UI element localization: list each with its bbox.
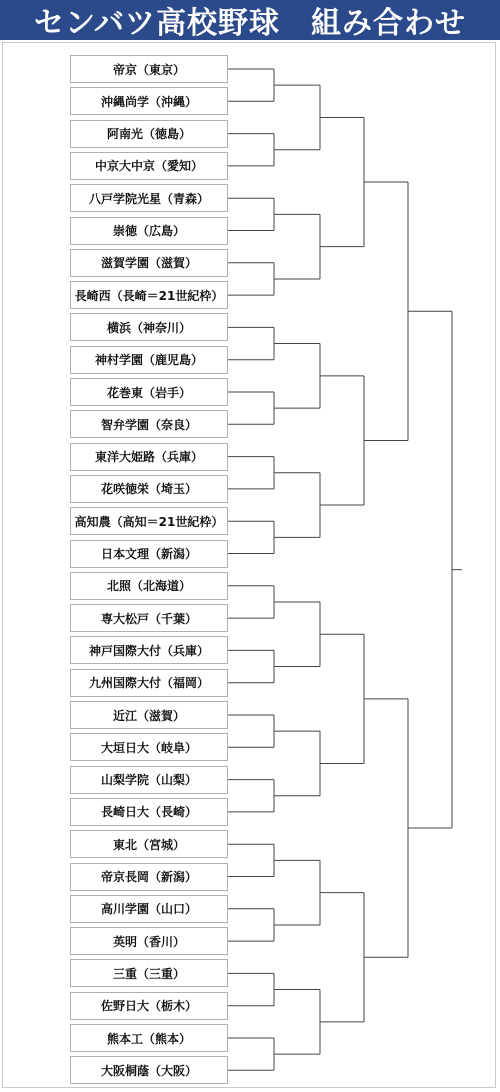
team-slot: 佐野日大（栃木） <box>70 992 228 1020</box>
team-slot: 高川学園（山口） <box>70 895 228 923</box>
team-slot: 中京大中京（愛知） <box>70 152 228 180</box>
team-slot: 高知農（高知＝21世紀枠） <box>70 507 228 535</box>
team-slot: 専大松戸（千葉） <box>70 604 228 632</box>
team-slot: 横浜（神奈川） <box>70 313 228 341</box>
team-slot: 東北（宮城） <box>70 830 228 858</box>
team-slot: 長崎日大（長崎） <box>70 798 228 826</box>
team-slot: 花咲徳栄（埼玉） <box>70 475 228 503</box>
team-slot: 熊本工（熊本） <box>70 1024 228 1052</box>
team-slot: 帝京長岡（新潟） <box>70 863 228 891</box>
team-slot: 東洋大姫路（兵庫） <box>70 443 228 471</box>
team-slot: 英明（香川） <box>70 927 228 955</box>
team-slot: 智弁学園（奈良） <box>70 410 228 438</box>
team-slot: 沖縄尚学（沖縄） <box>70 87 228 115</box>
team-slot: 崇徳（広島） <box>70 217 228 245</box>
team-slot: 花巻東（岩手） <box>70 378 228 406</box>
team-slot: 神村学園（鹿児島） <box>70 346 228 374</box>
team-slot: 日本文理（新潟） <box>70 540 228 568</box>
team-slot: 長崎西（長崎＝21世紀枠） <box>70 281 228 309</box>
team-slot: 八戸学院光星（青森） <box>70 184 228 212</box>
team-slot: 北照（北海道） <box>70 572 228 600</box>
team-slot: 阿南光（徳島） <box>70 120 228 148</box>
team-slot: 近江（滋賀） <box>70 701 228 729</box>
team-slot: 帝京（東京） <box>70 55 228 83</box>
team-slot: 大垣日大（岐阜） <box>70 733 228 761</box>
team-slot: 三重（三重） <box>70 959 228 987</box>
team-slot: 滋賀学園（滋賀） <box>70 249 228 277</box>
team-slot: 九州国際大付（福岡） <box>70 669 228 697</box>
team-slot: 山梨学院（山梨） <box>70 766 228 794</box>
team-slot: 神戸国際大付（兵庫） <box>70 636 228 664</box>
team-slot: 大阪桐蔭（大阪） <box>70 1056 228 1084</box>
page-title: センバツ高校野球 組み合わせ <box>0 0 500 40</box>
